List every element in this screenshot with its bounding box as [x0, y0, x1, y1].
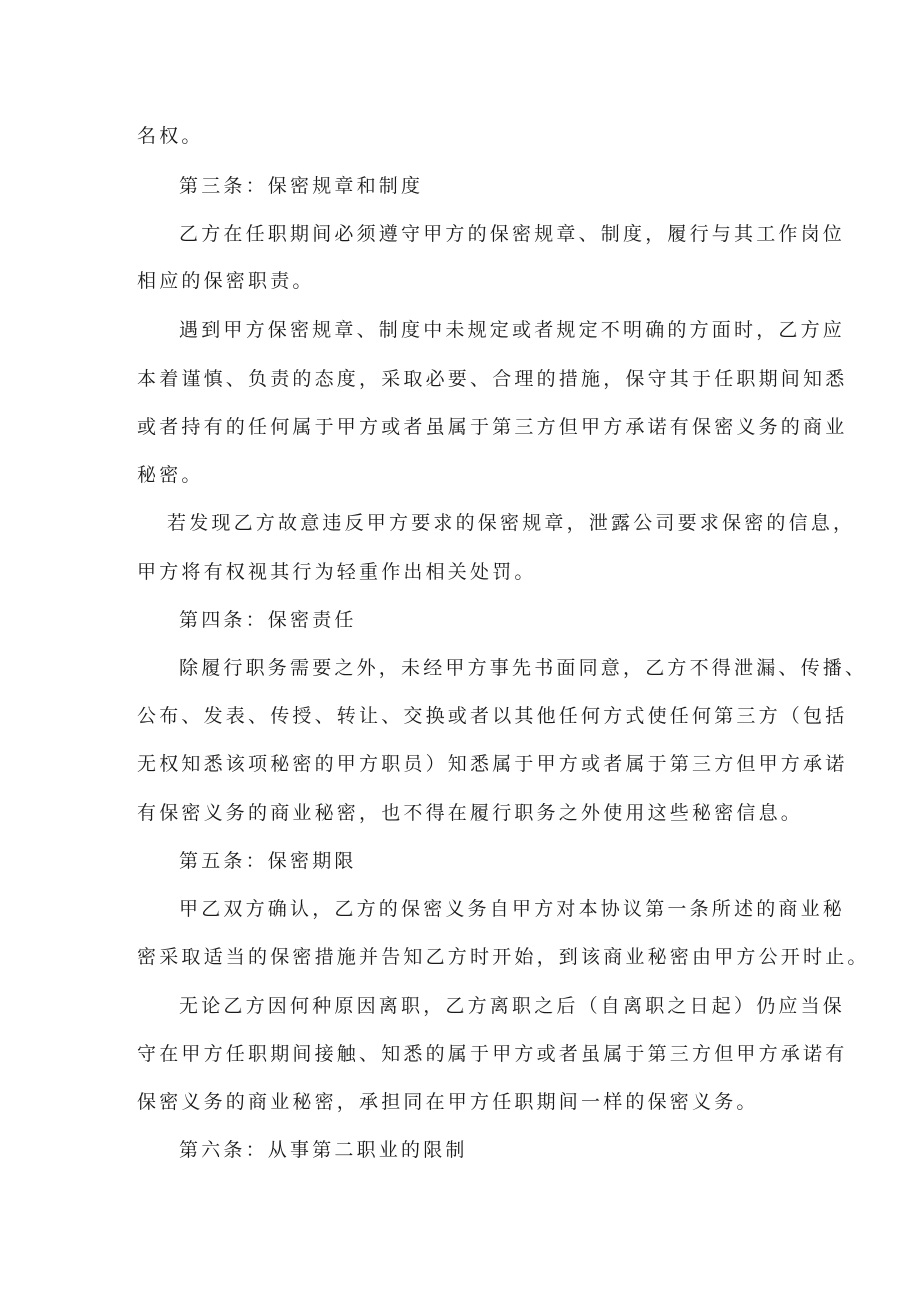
- text-line: 乙方在任职期间必须遵守甲方的保密规章、制度，履行与其工作岗位: [179, 223, 846, 245]
- text-line: 无论乙方因何种原因离职，乙方离职之后（自离职之日起）仍应当保: [179, 995, 846, 1017]
- text-line: 公布、发表、传授、转让、交换或者以其他任何方式使任何第三方（包括: [137, 705, 848, 727]
- text-line: 无权知悉该项秘密的甲方职员）知悉属于甲方或者属于第三方但甲方承诺: [137, 753, 848, 775]
- section-heading-article-6: 第六条：从事第二职业的限制: [179, 1139, 468, 1161]
- text-line: 除履行职务需要之外，未经甲方事先书面同意，乙方不得泄漏、传播、: [179, 657, 868, 679]
- section-heading-article-5: 第五条：保密期限: [179, 850, 357, 872]
- text-line: 或者持有的任何属于甲方或者虽属于第三方但甲方承诺有保密义务的商业: [137, 416, 848, 438]
- text-line: 甲方将有权视其行为轻重作出相关处罚。: [137, 561, 537, 583]
- text-line: 名权。: [137, 125, 204, 147]
- text-line: 密采取适当的保密措施并告知乙方时开始，到该商业秘密由甲方公开时止。: [137, 946, 870, 968]
- text-line: 相应的保密职责。: [137, 270, 315, 292]
- text-line: 守在甲方任职期间接触、知悉的属于甲方或者虽属于第三方但甲方承诺有: [137, 1043, 848, 1065]
- text-line: 遇到甲方保密规章、制度中未规定或者规定不明确的方面时，乙方应: [179, 319, 846, 341]
- text-line: 秘密。: [137, 464, 204, 486]
- section-heading-article-4: 第四条：保密责任: [179, 609, 357, 631]
- text-line: 甲乙双方确认，乙方的保密义务自甲方对本协议第一条所述的商业秘: [179, 898, 846, 920]
- text-line: 保密义务的商业秘密，承担同在甲方任职期间一样的保密义务。: [137, 1091, 759, 1113]
- text-line: 本着谨慎、负责的态度，采取必要、合理的措施，保守其于任职期间知悉: [137, 368, 848, 390]
- section-heading-article-3: 第三条：保密规章和制度: [179, 175, 424, 197]
- text-line: 有保密义务的商业秘密，也不得在履行职务之外使用这些秘密信息。: [137, 802, 804, 824]
- text-line: 若发现乙方故意违反甲方要求的保密规章，泄露公司要求保密的信息，: [167, 512, 856, 534]
